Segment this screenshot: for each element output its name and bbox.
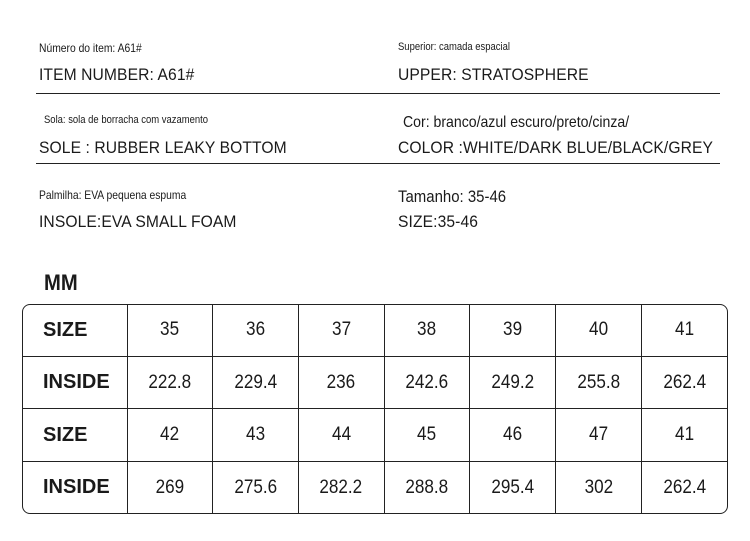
- table-cell: [384, 305, 470, 356]
- cell-value: 38: [417, 319, 437, 341]
- table-cell: [384, 356, 470, 409]
- item-number-en: ITEM NUMBER: A61#: [39, 65, 195, 84]
- table-cell: [641, 305, 727, 356]
- cell-value: 44: [331, 424, 351, 446]
- cell-value: 41: [674, 319, 694, 341]
- size-chart: [22, 304, 728, 514]
- table-cell: [556, 305, 642, 356]
- cell-value: 45: [417, 424, 437, 446]
- cell-value: 43: [246, 424, 266, 446]
- row-label: INSIDE: [23, 462, 127, 513]
- cell-value: 42: [160, 424, 180, 446]
- table-cell: [556, 409, 642, 462]
- cell-value: 46: [503, 424, 523, 446]
- cell-value: 35: [160, 319, 180, 341]
- cell-value: 302: [584, 476, 613, 498]
- table-cell: [127, 409, 213, 462]
- table-cell: [298, 305, 384, 356]
- cell-value: 40: [588, 319, 608, 341]
- sole-pt: Sola: sola de borracha com vazamento: [44, 114, 209, 126]
- table-cell: [213, 462, 299, 513]
- table-cell: [384, 462, 470, 513]
- cell-value: 222.8: [148, 371, 192, 393]
- table-cell: [470, 409, 556, 462]
- cell-value: 262.4: [662, 476, 706, 498]
- table-cell: [127, 305, 213, 356]
- cell-value: 255.8: [576, 371, 620, 393]
- size-pt: Tamanho: 35-46: [398, 187, 507, 206]
- cell-value: 229.4: [234, 371, 277, 393]
- table-cell: [384, 409, 470, 462]
- cell-value: 242.6: [405, 371, 449, 393]
- sole-en: SOLE : RUBBER LEAKY BOTTOM: [39, 138, 287, 157]
- item-number-pt: Número do item: A61#: [39, 41, 142, 55]
- color-en: COLOR :WHITE/DARK BLUE/BLACK/GREY: [398, 138, 714, 157]
- color-pt: Cor: branco/azul escuro/preto/cinza/: [403, 114, 630, 131]
- row-label: INSIDE: [23, 356, 127, 409]
- upper-pt: Superior: camada espacial: [398, 41, 511, 53]
- upper-en: UPPER: STRATOSPHERE: [398, 65, 589, 84]
- cell-value: 236: [326, 371, 356, 393]
- table-cell: [470, 356, 556, 409]
- table-cell: [556, 356, 642, 409]
- insole-pt: Palmilha: EVA pequena espuma: [39, 188, 187, 202]
- cell-value: 288.8: [405, 476, 449, 498]
- row-label: SIZE: [23, 409, 127, 462]
- divider-line: [36, 93, 720, 94]
- table-cell: [298, 462, 384, 513]
- table-cell: [213, 409, 299, 462]
- size-table: [23, 305, 727, 513]
- table-cell: [213, 305, 299, 356]
- table-cell: [470, 305, 556, 356]
- cell-value: 249.2: [491, 371, 535, 393]
- cell-value: 36: [246, 319, 266, 341]
- table-cell: [470, 462, 556, 513]
- table-cell: [213, 356, 299, 409]
- table-cell: [298, 356, 384, 409]
- cell-value: 41: [674, 424, 694, 446]
- cell-value: 37: [331, 319, 351, 341]
- table-row: [23, 356, 727, 409]
- cell-value: 275.6: [234, 476, 277, 498]
- table-cell: [641, 462, 727, 513]
- table-row: [23, 409, 727, 462]
- unit-title: MM: [44, 270, 78, 295]
- table-cell: [641, 356, 727, 409]
- insole-en: INSOLE:EVA SMALL FOAM: [39, 212, 237, 231]
- cell-value: 47: [588, 424, 608, 446]
- table-cell: [127, 462, 213, 513]
- table-cell: [556, 462, 642, 513]
- table-cell: [127, 356, 213, 409]
- table-row: [23, 305, 727, 356]
- cell-value: 39: [503, 319, 523, 341]
- cell-value: 262.4: [662, 371, 706, 393]
- size-en: SIZE:35-46: [398, 212, 479, 231]
- table-cell: [298, 409, 384, 462]
- cell-value: 282.2: [319, 476, 363, 498]
- table-row: [23, 462, 727, 513]
- table-cell: [641, 409, 727, 462]
- divider-line: [36, 163, 720, 164]
- row-label: SIZE: [23, 305, 127, 356]
- cell-value: 269: [155, 476, 185, 498]
- cell-value: 295.4: [491, 476, 535, 498]
